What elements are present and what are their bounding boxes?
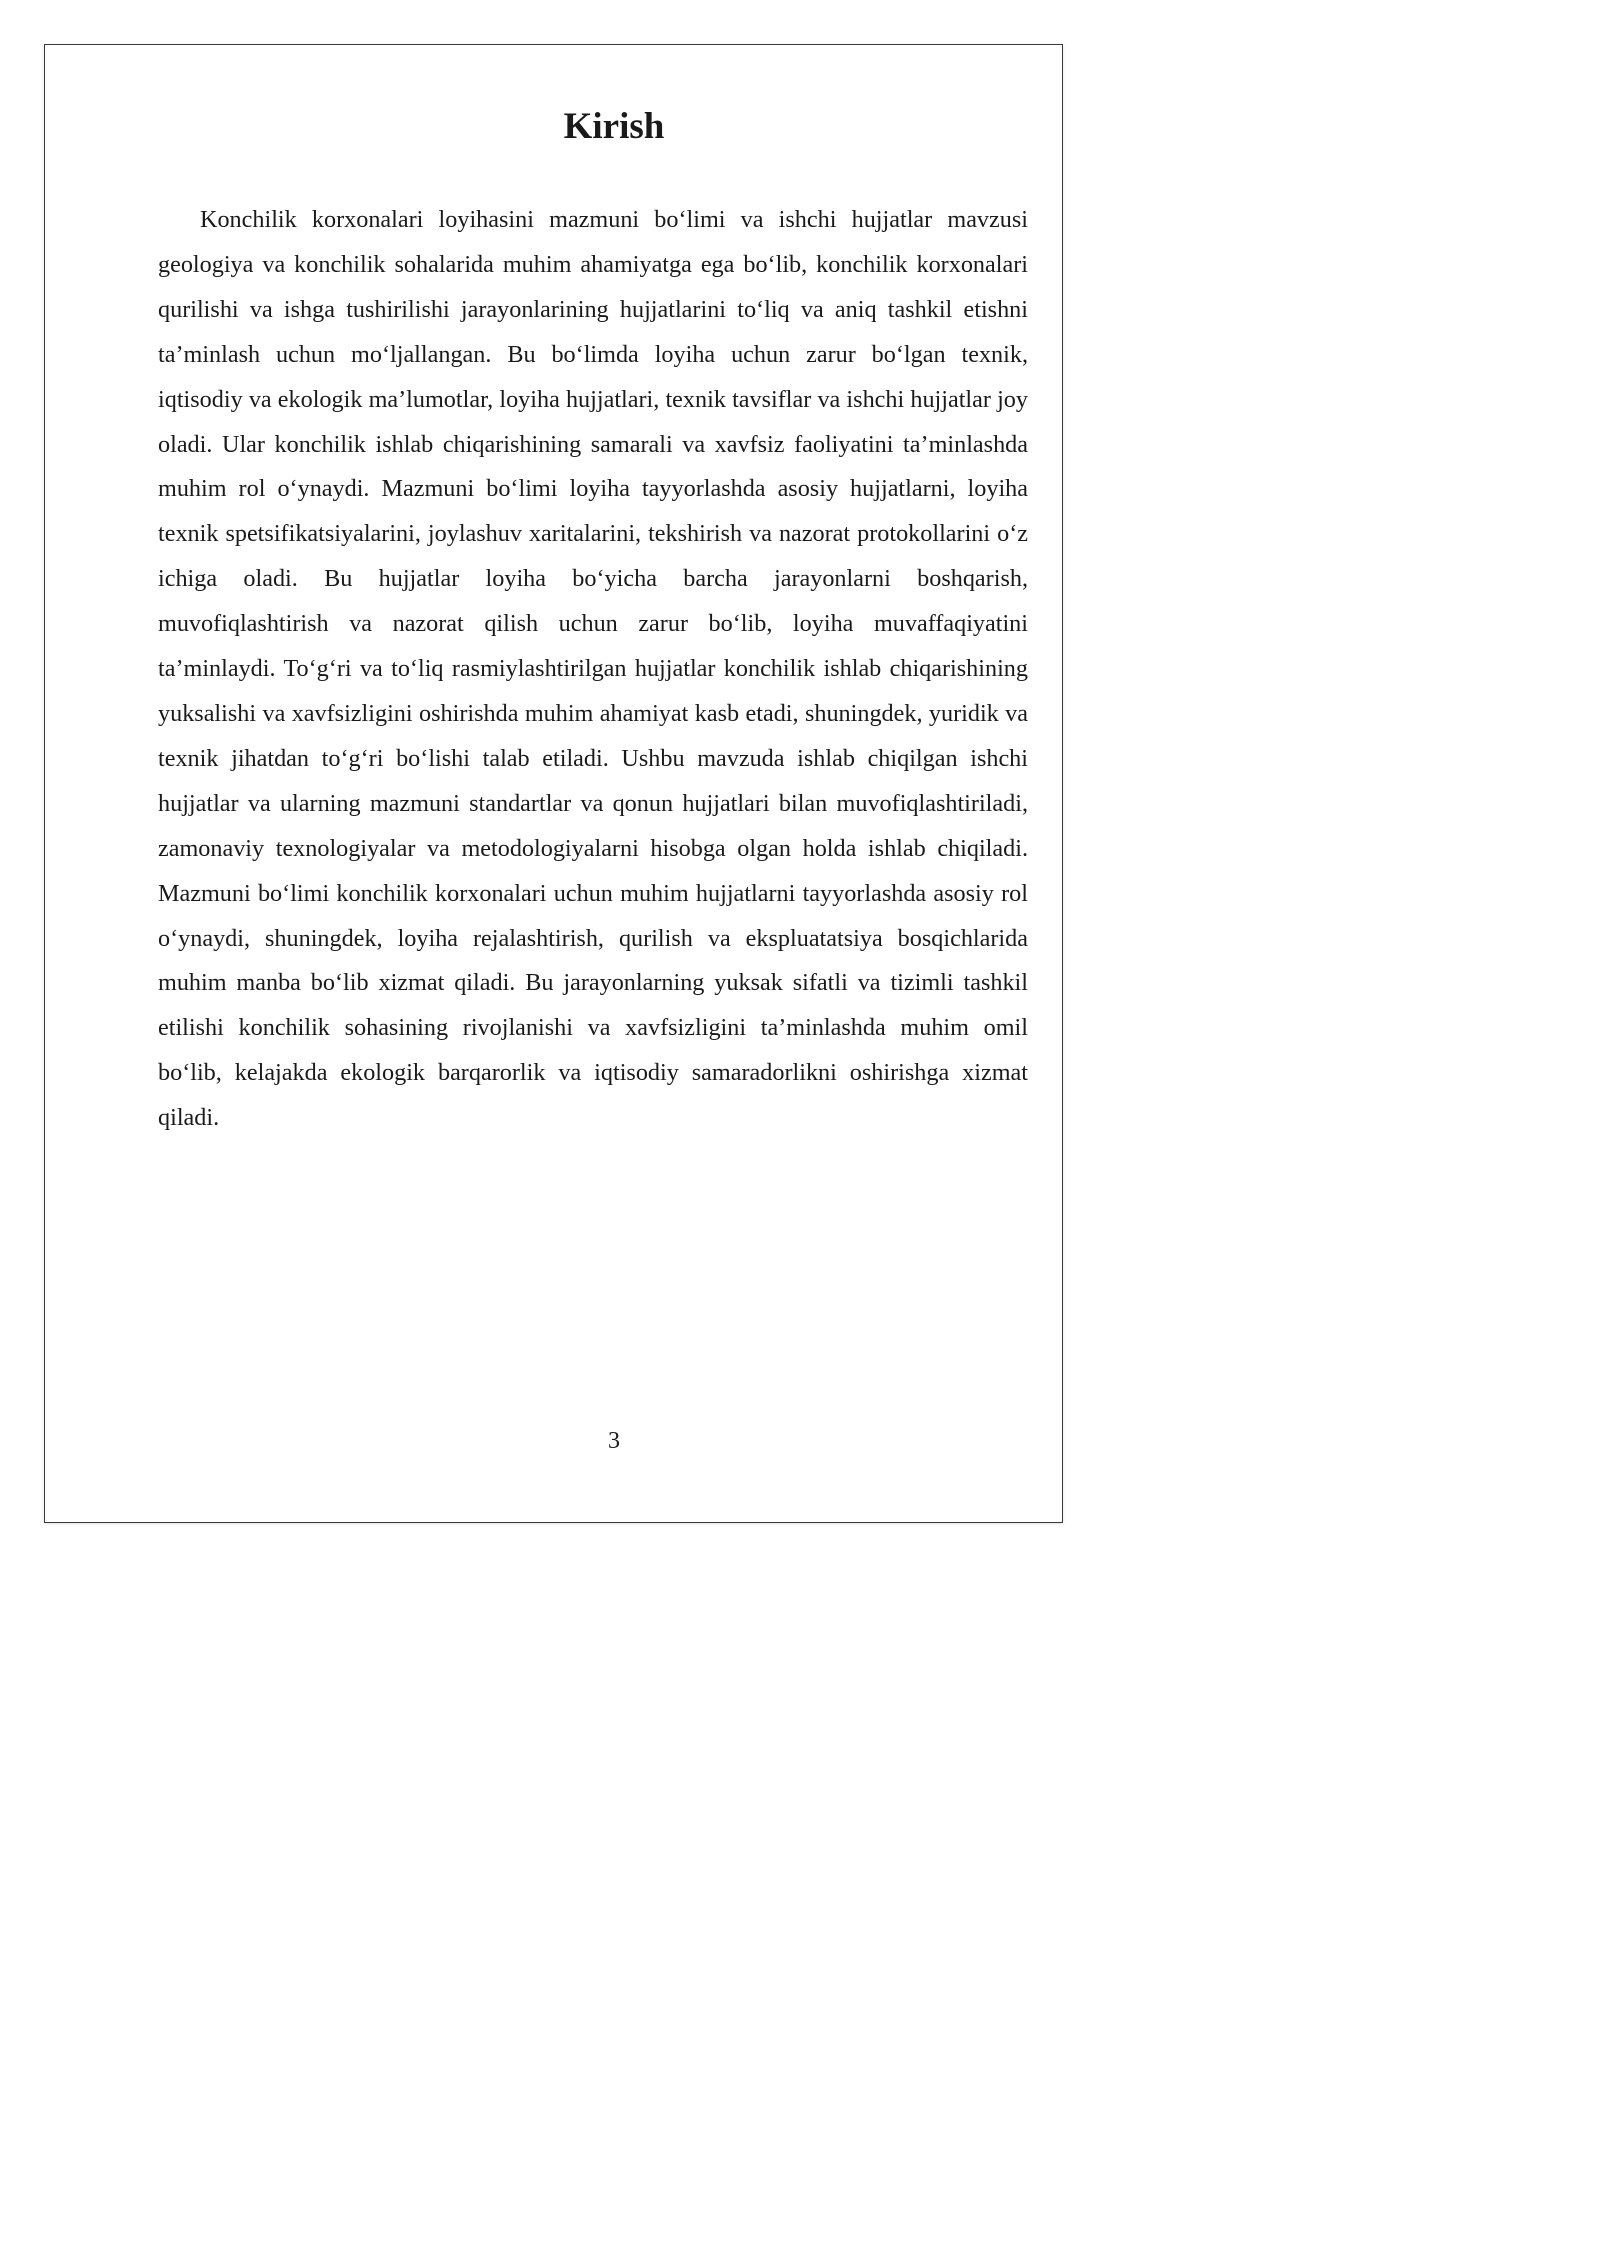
page-number: 3 [608, 1428, 620, 1454]
body-paragraph: Konchilik korxonalari loyihasini mazmuni bo‘limi va ishchi hujjatlar mavzusi geologiya va konchilik sohalarida muhim ahamiyatga ega bo‘lib, konchilik korxonalari qurilishi va ishga tushirilishi jarayonlarining hujjatlarini to‘liq va aniq tashkil etishni ta’minlash uchun mo‘ljallangan. Bu bo‘limda loyiha uchun zarur bo‘lgan texnik, iqtisodiy va ekologik ma’lumotlar, loyiha hujjatlari, texnik tavsiflar va ishchi hujjatlar joy oladi. Ular konchilik ishlab chiqarishining samarali va xavfsiz faoliyatini ta’minlashda muhim rol o‘ynaydi. Mazmuni bo‘limi loyiha tayyorlashda asosiy hujjatlarni, loyiha texnik spetsifikatsiyalarini, joylashuv xaritalarini, tekshirish va nazorat protokollarini o‘z ichiga oladi. Bu hujjatlar loyiha bo‘yicha barcha jarayonlarni boshqarish, muvofiqlashtirish va nazorat qilish uchun zarur bo‘lib, loyiha muvaffaqiyatini ta’minlaydi. To‘g‘ri va to‘liq rasmiylashtirilgan hujjatlar konchilik ishlab chiqarishining yuksalishi va xavfsizligini oshirishda muhim ahamiyat kasb etadi, shuningdek, yuridik va texnik jihatdan to‘g‘ri bo‘lishi talab etiladi. Ushbu mavzuda ishlab chiqilgan ishchi hujjatlar va ularning mazmuni standartlar va qonun hujjatlari bilan muvofiqlashtiriladi, zamonaviy texnologiyalar va metodologiyalarni hisobga olgan holda ishlab chiqiladi. Mazmuni bo‘limi konchilik korxonalari uchun muhim hujjatlarni tayyorlashda asosiy rol o‘ynaydi, shuningdek, loyiha rejalashtirish, qurilish va ekspluatatsiya bosqichlarida muhim manba bo‘lib xizmat qiladi. Bu jarayonlarning yuksak sifatli va tizimli tashkil etilishi konchilik sohasining rivojlanishi va xavfsizligini ta’minlashda muhim omil bo‘lib, kelajakda ekologik barqarorlik va iqtisodiy samaradorlikni oshirishga xizmat qiladi. [158, 206, 1028, 1132]
page-title: Kirish [563, 106, 665, 147]
